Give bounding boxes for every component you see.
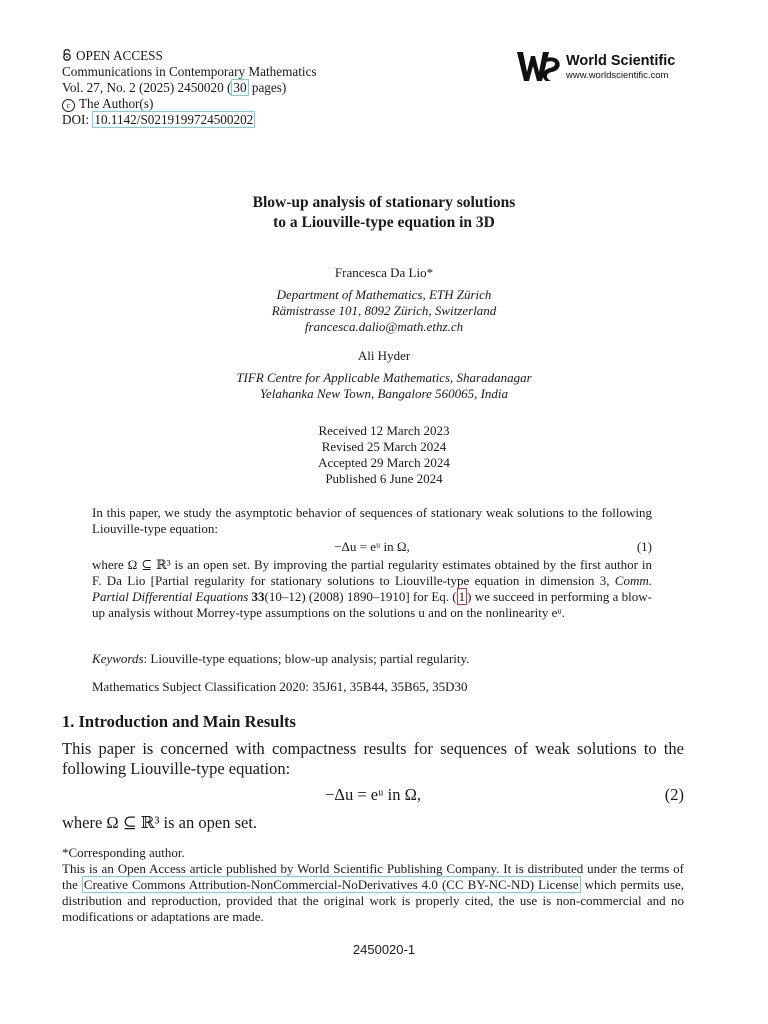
- publication-dates: [0, 423, 768, 487]
- keywords-label: Keywords: [92, 651, 144, 666]
- date-accepted: Accepted 29 March 2024: [318, 455, 450, 470]
- author-name: Ali Hyder: [357, 348, 411, 363]
- author-block-2: [0, 348, 768, 402]
- doi-link[interactable]: 10.1142/S0219199724500202: [94, 112, 254, 127]
- date-published: Published 6 June 2024: [325, 471, 443, 486]
- publisher-logo[interactable]: [516, 48, 691, 84]
- volume-suffix: pages): [248, 80, 287, 95]
- equation-body: −Δu = eᵘ in Ω,: [325, 785, 421, 804]
- abstract-equation: [92, 537, 652, 557]
- author-email[interactable]: francesca.dalio@math.ethz.ch: [304, 319, 464, 334]
- author-block-1: [0, 265, 768, 335]
- copyright-icon: c: [62, 99, 75, 112]
- subject-classification: Mathematics Subject Classification 2020: 35J61, 35B44, 35B65, 35D30: [92, 679, 468, 694]
- abstract-paragraph: In this paper, we study the asymptotic behavior of sequences of stationary weak solutions to the following Liouville-type equation:: [92, 505, 652, 536]
- date-revised: Revised 25 March 2024: [321, 439, 447, 454]
- body-paragraph: where Ω ⊆ ℝ³ is an open set.: [62, 813, 258, 832]
- corresponding-author-note: *Corresponding author.: [62, 845, 185, 860]
- body-equation: [62, 779, 684, 809]
- publisher-name: World Scientific: [566, 53, 676, 69]
- author-affiliation: Department of Mathematics, ETH Zürich: [276, 287, 492, 302]
- license-text: which permits use, distribution and reproduction, provided that the original work is properly cited, the use is non-commercial and no modifications or adaptations are made.: [62, 877, 684, 924]
- footnotes: [62, 845, 684, 925]
- license-text: This is an Open Access article published by World Scientific Publishing Company. It is distributed under the terms of the: [62, 861, 684, 892]
- section-heading: 1. Introduction and Main Results: [62, 712, 296, 731]
- abstract: [92, 505, 652, 621]
- volume-prefix: Vol. 27, No. 2 (2025) 2450020 (: [62, 80, 232, 95]
- license-link[interactable]: Creative Commons Attribution-NonCommercial-NoDerivatives 4.0 (CC BY-NC-ND) License: [83, 877, 579, 892]
- title-line-1: Blow-up analysis of stationary solutions: [252, 194, 516, 211]
- page-number: 2450020-1: [352, 942, 416, 957]
- section-body: [62, 739, 684, 833]
- open-access-lock-icon: [62, 49, 72, 61]
- abstract-paragraph: [92, 557, 652, 621]
- page-count-link[interactable]: 30: [233, 80, 247, 95]
- volume-line: [62, 80, 317, 96]
- world-scientific-logo-icon: [516, 48, 562, 84]
- equation-number: (1): [636, 539, 652, 554]
- date-received: Received 12 March 2023: [318, 423, 450, 438]
- cited-volume: 33: [251, 589, 265, 604]
- body-paragraph: This paper is concerned with compactness results for sequences of weak solutions to the following Liouville-type equation:: [62, 739, 684, 778]
- license-note: [62, 861, 684, 925]
- paper-title: [0, 193, 768, 233]
- keywords: [92, 651, 469, 667]
- article-header: [62, 48, 317, 128]
- cited-journal: Comm. Partial Differential Equations: [92, 573, 652, 604]
- author-affiliation: TIFR Centre for Applicable Mathematics, Sharadanagar: [236, 370, 532, 385]
- abstract-text: where Ω ⊆ ℝ³ is an open set. By improving the partial regularity estimates obtained by the first author in F. Da Lio [Partial regularity for stationary solutions to Liouville-type equation in dimension 3,: [92, 557, 652, 588]
- doi-line: [62, 112, 317, 128]
- title-line-2: to a Liouville-type equation in 3D: [273, 214, 495, 231]
- author-address: Yelahanka New Town, Bangalore 560065, India: [259, 386, 509, 401]
- journal-name: Communications in Contemporary Mathematics: [62, 64, 317, 79]
- equation-ref-link[interactable]: 1: [458, 589, 466, 604]
- open-access-line: [62, 48, 317, 64]
- keywords-text: : Liouville-type equations; blow-up analysis; partial regularity.: [143, 651, 470, 666]
- abstract-text: ) we succeed in performing a blow-up analysis without Morrey-type assumptions on the solutions u and on the nonlinearity eᵘ.: [92, 589, 652, 620]
- abstract-text: (10–12) (2008) 1890–1910] for Eq. (: [264, 589, 457, 604]
- author-name: Francesca Da Lio*: [334, 265, 434, 280]
- equation-number: (2): [664, 785, 684, 804]
- copyright-line: [62, 96, 317, 112]
- doi-label: DOI:: [62, 112, 90, 127]
- copyright-text: The Author(s): [79, 96, 154, 111]
- author-address: Rämistrasse 101, 8092 Zürich, Switzerland: [271, 303, 497, 318]
- publisher-url[interactable]: www.worldscientific.com: [566, 70, 669, 81]
- equation-body: −Δu = eᵘ in Ω,: [334, 539, 410, 554]
- open-access-label: OPEN ACCESS: [76, 48, 163, 63]
